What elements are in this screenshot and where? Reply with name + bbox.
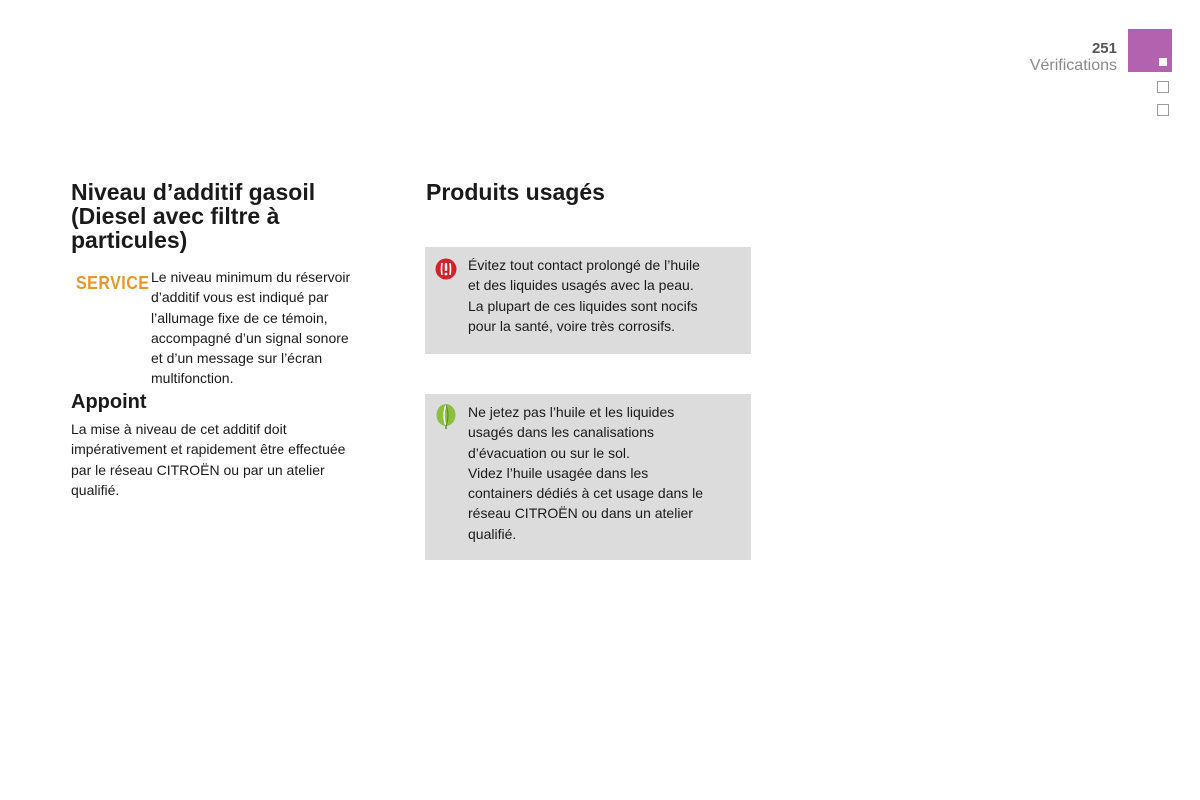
eco-note-box [425,394,751,560]
section-title-used-products: Produits usagés [426,179,605,205]
service-description: Le niveau minimum du réservoir d’additif vous est indiqué par l’allumage fixe de ce témoin, accompagné d’un signal sonore et d’un message sur l’écran multifonction. [151,269,351,387]
chapter-tab-box [1157,104,1169,116]
eco-leaf-icon [435,403,457,429]
eco-note-text: Ne jetez pas l’huile et les liquides usagés dans les canalisations d’évacuation ou sur le sol. Videz l’huile usagée dans les containers dédiés à cet usage dans le réseau CITROËN ou dans un atelier qualifié. [468,404,704,542]
chapter-tab-box [1157,81,1169,93]
section-title-additive: Niveau d’additif gasoil (Diesel avec filtre à particules) [71,179,316,253]
warning-icon [435,258,457,280]
section-label: Vérifications [1029,57,1117,74]
warning-note-text: Évitez tout contact prolongé de l’huile et des liquides usagés avec la peau. La plupart de ces liquides sont nocifs pour la santé, voire très corrosifs. [468,257,700,334]
subsection-title-appoint: Appoint [71,391,147,413]
warning-note-box [425,247,751,354]
appoint-description: La mise à niveau de cet additif doit impérativement et rapidement être effectuée par le réseau CITROËN ou par un atelier qualifié. [71,421,346,498]
service-warning-icon: SERVICE [76,274,150,294]
chapter-tab-marker [1159,58,1167,66]
page-number: 251 [1091,40,1117,57]
